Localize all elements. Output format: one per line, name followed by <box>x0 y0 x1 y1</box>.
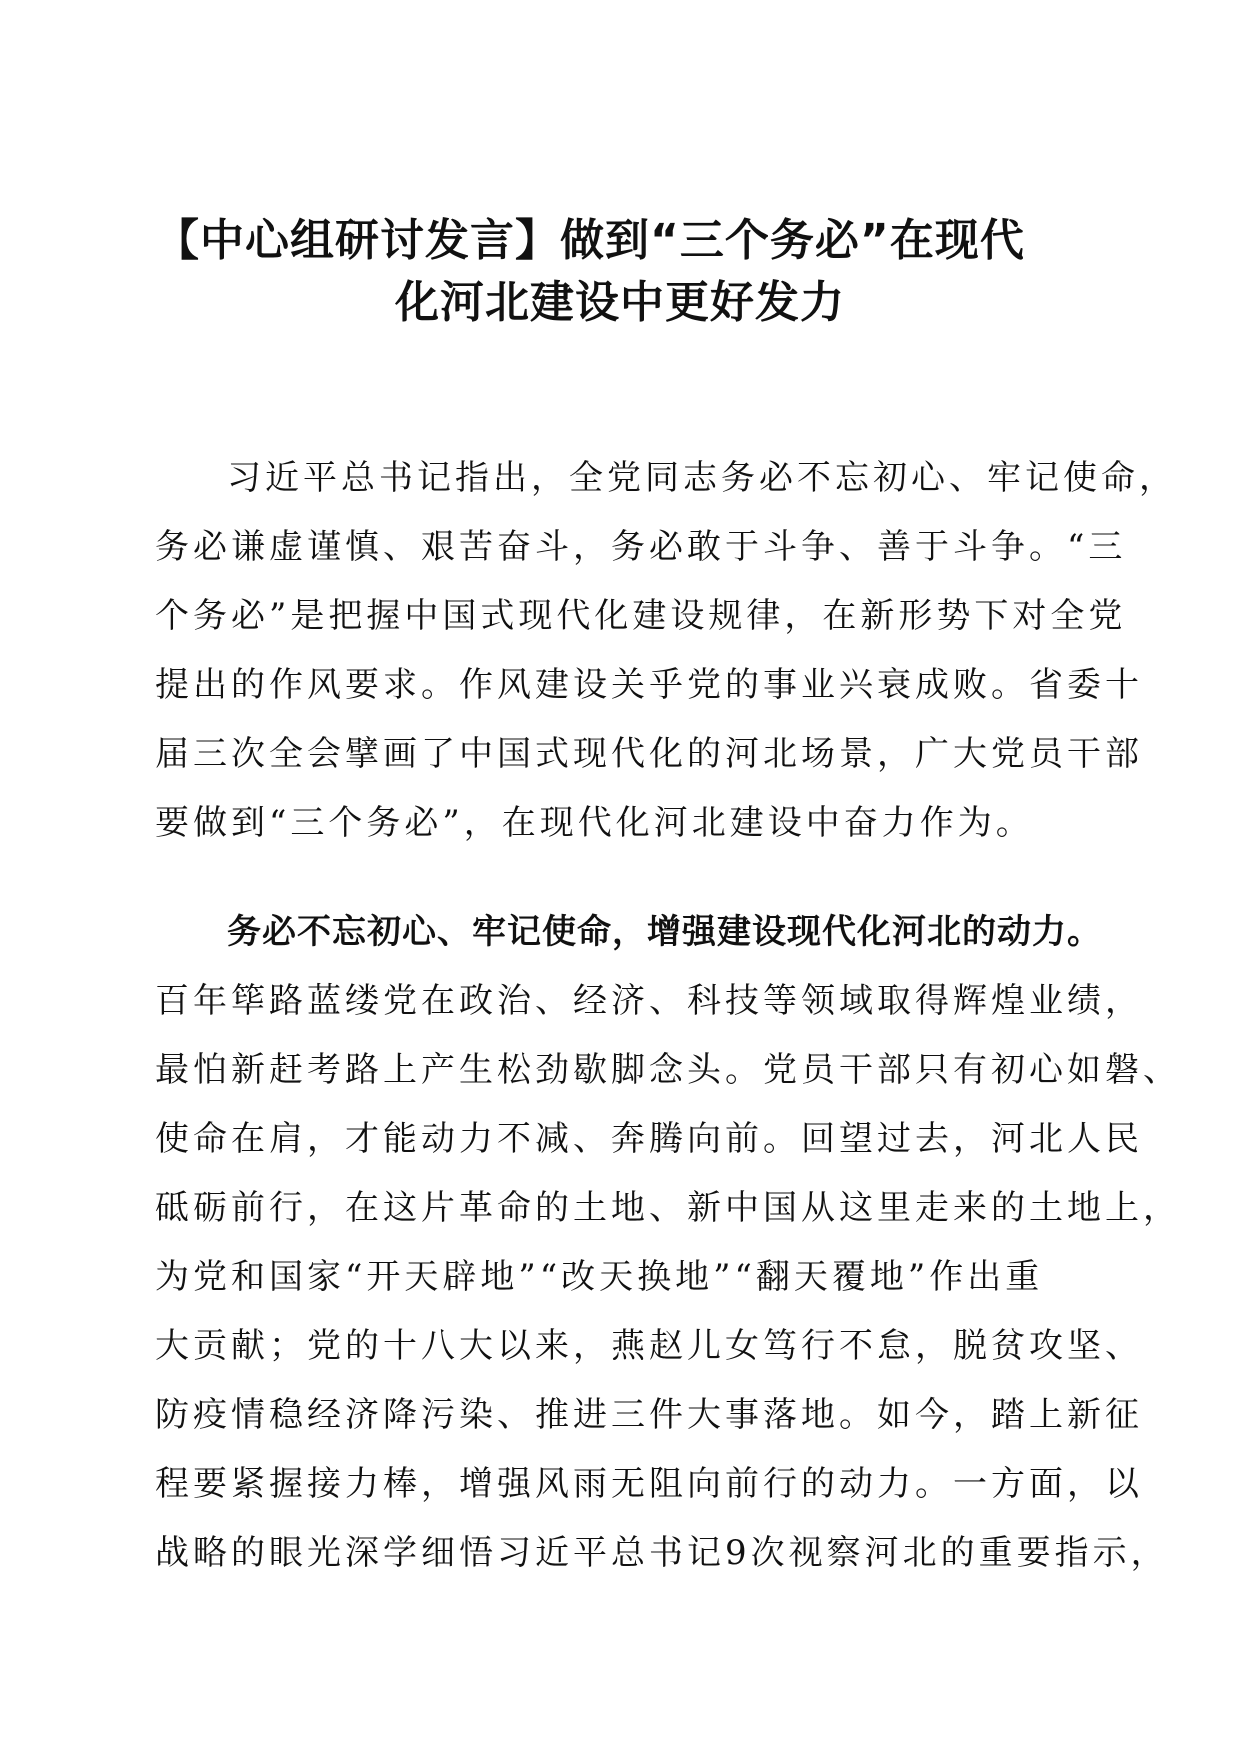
paragraph-line: 使命在肩，才能动力不减、奔腾向前。回望过去，河北人民 <box>155 1119 1143 1159</box>
paragraph-line: 个务必”是把握中国式现代化建设规律，在新形势下对全党 <box>155 596 1127 636</box>
title-line-1: 【中心组研讨发言】做到“三个务必”在现代 <box>155 215 1025 266</box>
paragraph-line: 为党和国家“开天辟地”“改天换地”“翻天覆地”作出重 <box>155 1257 1044 1297</box>
paragraph-line: 百年筚路蓝缕党在政治、经济、科技等领域取得辉煌业绩， <box>155 981 1143 1021</box>
paragraph-line: 战略的眼光深学细悟习近平总书记9次视察河北的重要指示， <box>155 1533 1169 1573</box>
title-line-2: 化河北建设中更好发力 <box>395 277 845 328</box>
paragraph-line: 要做到“三个务必”，在现代化河北建设中奋力作为。 <box>155 803 1034 843</box>
paragraph-line: 届三次全会擘画了中国式现代化的河北场景，广大党员干部 <box>155 734 1143 774</box>
paragraph-section-1 <box>155 898 1181 1588</box>
paragraph-line: 砥砺前行，在这片革命的土地、新中国从这里走来的土地上， <box>155 1188 1181 1228</box>
paragraph-line: 习近平总书记指出，全党同志务必不忘初心、牢记使命， <box>227 458 1177 498</box>
document-title <box>155 210 1085 334</box>
paragraph-intro <box>155 444 1177 858</box>
paragraph-line: 大贡献；党的十八大以来，燕赵儿女笃行不怠，脱贫攻坚、 <box>155 1326 1143 1366</box>
paragraph-line: 提出的作风要求。作风建设关乎党的事业兴衰成败。省委十 <box>155 665 1143 705</box>
paragraph-line: 防疫情稳经济降污染、推进三件大事落地。如今，踏上新征 <box>155 1395 1143 1435</box>
paragraph-line: 程要紧握接力棒，增强风雨无阻向前行的动力。一方面，以 <box>155 1464 1143 1504</box>
paragraph-line: 务必谦虚谨慎、艰苦奋斗，务必敢于斗争、善于斗争。“三 <box>155 527 1127 567</box>
section-heading: 务必不忘初心、牢记使命，增强建设现代化河北的动力。 <box>227 912 1102 952</box>
paragraph-line: 最怕新赶考路上产生松劲歇脚念头。党员干部只有初心如磐、 <box>155 1050 1181 1090</box>
